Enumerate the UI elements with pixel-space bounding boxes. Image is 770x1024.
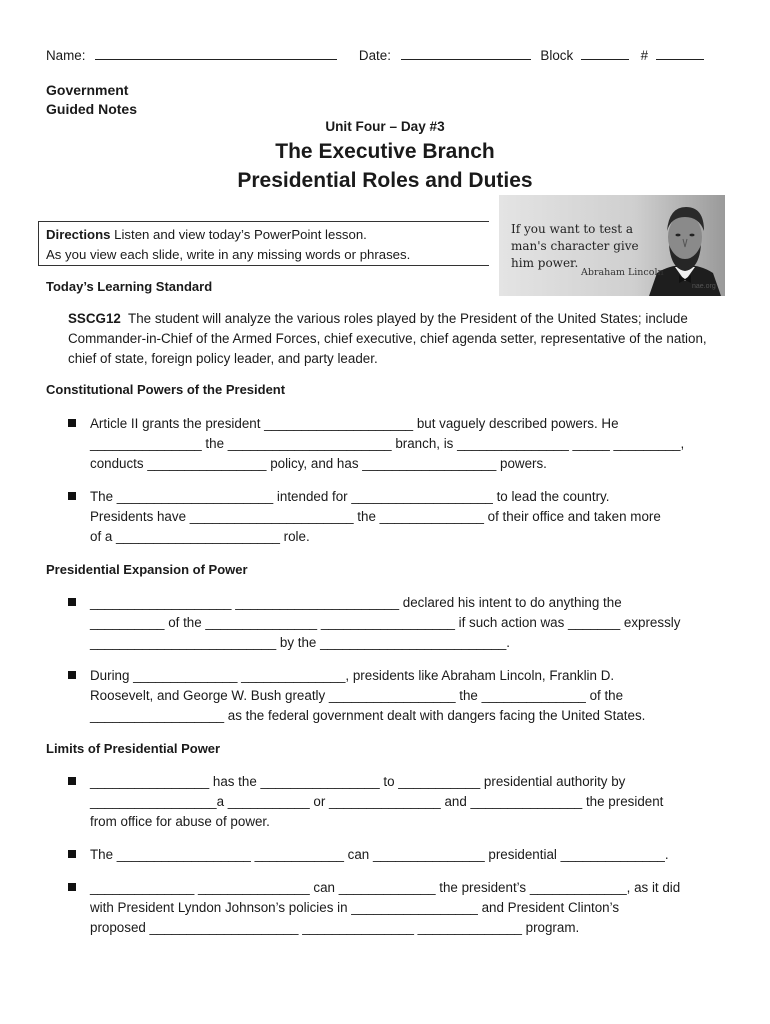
page-title: The Executive Branch: [275, 140, 495, 163]
section-limits-of-power: Limits of Presidential Power: [46, 741, 221, 756]
list-item-line: conducts ________________ policy, and has __________________ powers.: [90, 456, 547, 471]
unit-subtitle: Unit Four – Day #3: [325, 119, 445, 134]
course-title: [46, 81, 137, 119]
name-field[interactable]: [95, 47, 337, 60]
course-line-1: Government: [46, 82, 129, 98]
section-presidential-expansion: Presidential Expansion of Power: [46, 562, 248, 577]
list-item-line: The __________________ ____________ can _______________ presidential ______________.: [90, 847, 669, 862]
page-subtitle: Presidential Roles and Duties: [237, 169, 533, 192]
list-item-line: proposed ____________________ _______________ ______________ program.: [90, 920, 580, 935]
list-item-line: _________________________ by the _________________________.: [90, 635, 511, 650]
list-item-line: __________________ as the federal government dealt with dangers facing the United States.: [90, 708, 646, 723]
list-item: [68, 487, 723, 547]
list-item: [68, 666, 723, 726]
bullet-square-icon: [68, 883, 76, 891]
section-constitutional-powers: Constitutional Powers of the President: [46, 382, 286, 397]
quote-text: If you want to test a man's character give him power.: [511, 222, 639, 270]
list-item: [68, 414, 723, 474]
list-item: [68, 593, 723, 653]
quote-source: nae.org: [692, 283, 716, 290]
directions-box: [38, 221, 489, 266]
list-item-line: with President Lyndon Johnson’s policies in _________________ and President Clinton’s: [90, 900, 620, 915]
learning-standard-text: [68, 309, 718, 369]
student-info-header: [46, 47, 726, 63]
number-field[interactable]: [656, 47, 704, 60]
bullet-square-icon: [68, 492, 76, 500]
quote-author: Abraham Lincoln: [581, 267, 664, 278]
standard-code: SSCG12: [68, 311, 121, 326]
standard-description: The student will analyze the various roles played by the President of the United States; include Commander-in-Chief of the Armed Forces, chief executive, chief agenda setter, representative of the nation, chief of state, foreign policy leader, and party leader.: [68, 311, 707, 366]
list-item-line: The _____________________ intended for ___________________ to lead the country.: [90, 489, 610, 504]
list-item: [68, 845, 723, 865]
directions-line-1: Listen and view today’s PowerPoint lesson.: [114, 227, 367, 242]
date-label: Date:: [358, 48, 391, 63]
bullet-square-icon: [68, 419, 76, 427]
directions-line-2: As you view each slide, write in any missing words or phrases.: [46, 247, 411, 262]
list-item-line: __________ of the _______________ __________________ if such action was _______ expressly: [90, 615, 681, 630]
list-item-line: _________________a ___________ or _______________ and _______________ the president: [90, 794, 664, 809]
block-field[interactable]: [581, 47, 629, 60]
learning-standard-heading: Today’s Learning Standard: [46, 279, 213, 294]
bullet-square-icon: [68, 598, 76, 606]
list-item-line: Article II grants the president ____________________ but vaguely described powers. He: [90, 416, 619, 431]
list-item: [68, 772, 723, 832]
list-item-line: ______________ _______________ can _____________ the president’s _____________, as it did: [90, 880, 681, 895]
list-item-line: of a ______________________ role.: [90, 529, 310, 544]
bullet-square-icon: [68, 671, 76, 679]
date-field[interactable]: [401, 47, 531, 60]
bullet-square-icon: [68, 850, 76, 858]
list-item-line: ___________________ ______________________ declared his intent to do anything the: [90, 595, 622, 610]
list-item-line: Roosevelt, and George W. Bush greatly _________________ the ______________ of the: [90, 688, 624, 703]
directions-label: Directions: [46, 227, 111, 242]
list-item-line: _______________ the ______________________ branch, is _______________ _____ _________,: [90, 436, 685, 451]
list-item-line: ________________ has the ________________ to ___________ presidential authority by: [90, 774, 626, 789]
name-label: Name:: [46, 48, 86, 63]
list-item-line: from office for abuse of power.: [90, 814, 270, 829]
lincoln-quote-image: [499, 195, 725, 296]
list-item: [68, 878, 723, 938]
number-label: #: [640, 48, 649, 63]
list-item-line: During ______________ ______________, presidents like Abraham Lincoln, Franklin D.: [90, 668, 615, 683]
list-item-line: Presidents have ______________________ the ______________ of their office and taken more: [90, 509, 661, 524]
course-line-2: Guided Notes: [46, 101, 138, 117]
block-label: Block: [540, 48, 574, 63]
bullet-square-icon: [68, 777, 76, 785]
